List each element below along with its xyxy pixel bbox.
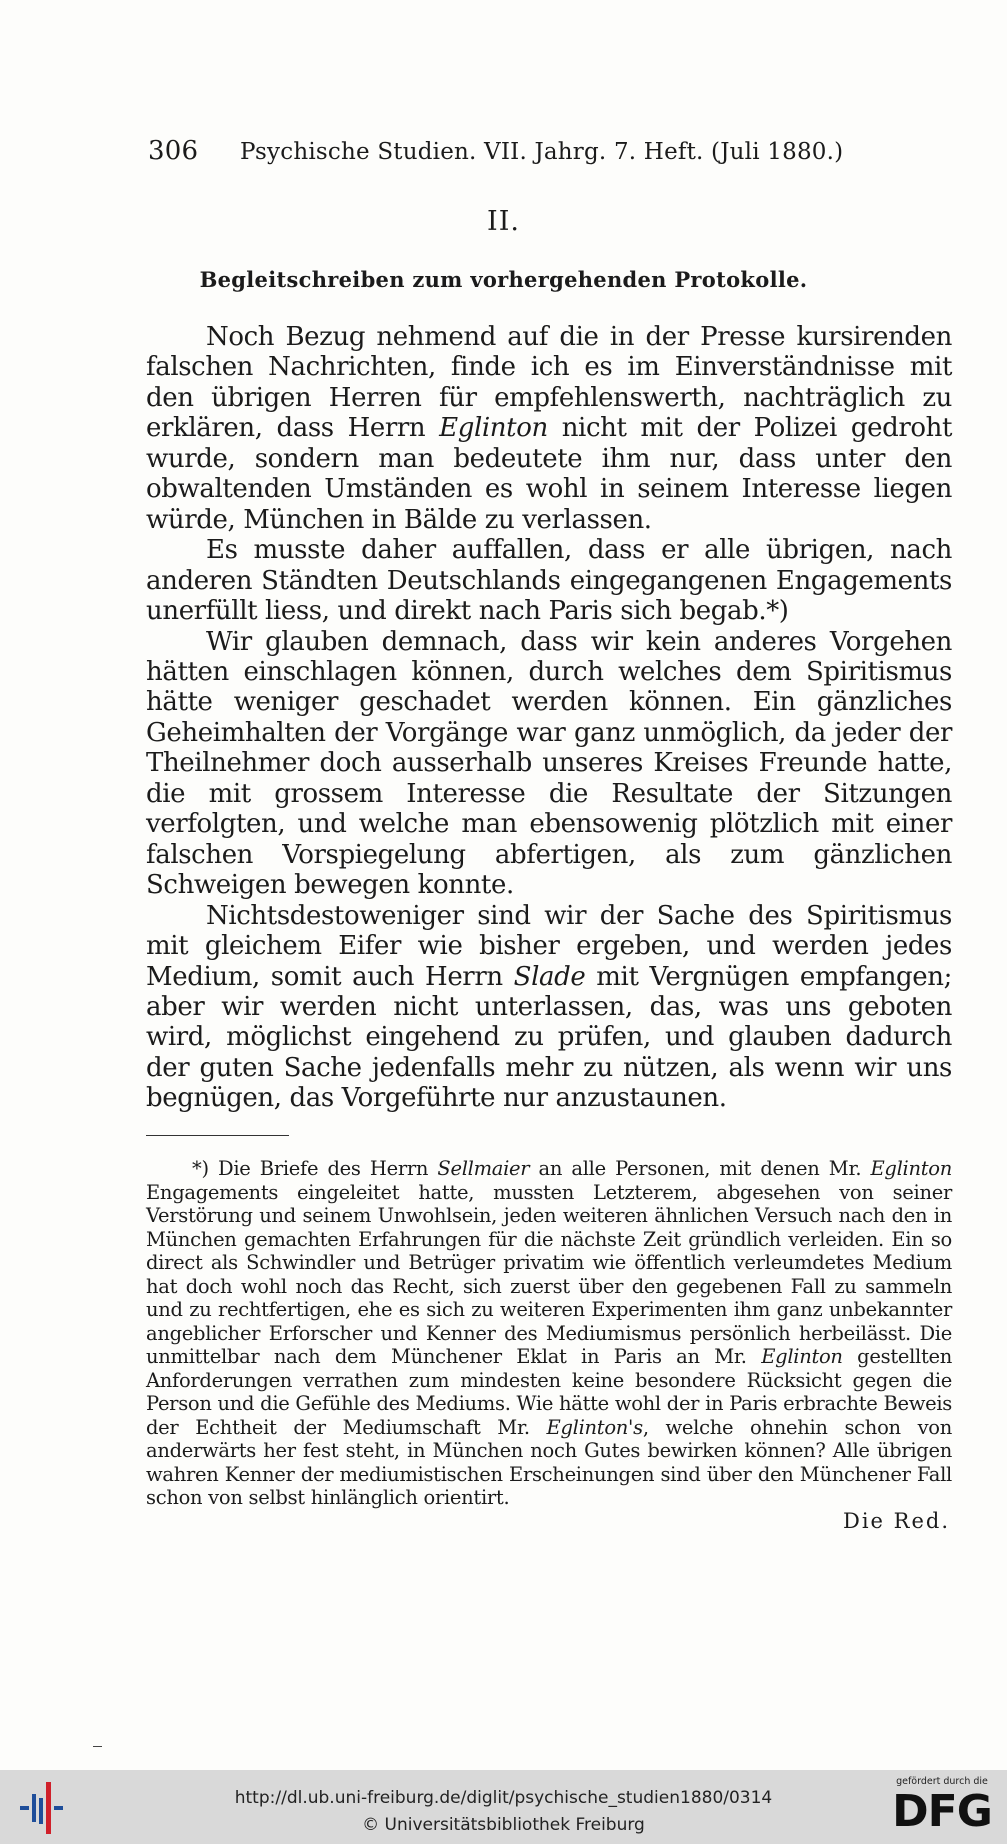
footer-bar (0, 1770, 1007, 1844)
section-title: Begleitschreiben zum vorhergehenden Protokolle. (199, 267, 808, 292)
body-text (146, 322, 952, 1114)
dfg-tagline: gefördert durch die (896, 1776, 988, 1787)
footnote (146, 1157, 952, 1533)
source-url[interactable]: http://dl.ub.uni-freiburg.de/diglit/psychische_studien1880/0314 (234, 1788, 773, 1808)
footnote-text: *) Die Briefe des Herrn Sellmaier an alle Personen, mit denen Mr. Eglinton Engagements eingeleitet hatte, mussten Letzterem, abgesehen von seiner Verstörung und seinem Unwohlsein, jeden weiteren ähnlichen Versuch nach den in München gemachten Erfahrungen für die nächste Zeit gründlich verleiden. Ein so direct als Schwindler und Betrüger privatim wie öffentlich verleumdetes Medium hat doch wohl noch das Recht, sich zuerst über den gegebenen Fall zu sammeln und zu rechtfertigen, ehe es sich zu weiteren Experimenten ihm ganz unbekannter angeblicher Erforscher und Kenner des Mediumismus persönlich herbeilässt. Die unmittelbar nach dem Münchener Eklat in Paris an Mr. Eglinton gestellten Anforderungen verrathen zum mindesten keine besondere Rücksicht gegen die Person und die Gefühle des Mediums. Wie hätte wohl der in Paris erbrachte Beweis der Echtheit der Mediumschaft Mr. Eglinton's, welche ohnehin schon von anderwärts her fest steht, in München noch Gutes bewirken können? Alle übrigen wahren Kenner der mediumistischen Erscheinungen sind über den Münchener Fall schon von selbst hinlänglich orientirt. (146, 1157, 952, 1509)
copyright: © Universitätsbibliothek Freiburg (362, 1815, 645, 1835)
paragraph-1: Noch Bezug nehmend auf die in der Presse kursirenden falschen Nachrichten, finde ich es im Einverständnisse mit den übrigen Herren für empfehlenswerth, nachträglich zu erklären, dass Herrn Eglinton nicht mit der Polizei gedroht wurde, sondern man bedeutete ihm nur, dass unter den obwaltenden Umständen es wohl in seinem Interesse liegen würde, München in Bälde zu verlassen. (146, 322, 952, 535)
editor-signature: Die Red. (842, 1508, 950, 1533)
footnote-divider (146, 1135, 289, 1136)
paragraph-2: Es musste daher auffallen, dass er alle übrigen, nach anderen Ständten Deutschlands eingegangenen Engagements unerfüllt liess, und direkt nach Paris sich begab.*) (146, 535, 952, 627)
paragraph-4: Nichtsdestoweniger sind wir der Sache des Spiritismus mit gleichem Eifer wie bisher ergeben, und werden jedes Medium, somit auch Herrn Slade mit Vergnügen empfangen; aber wir werden nicht unterlassen, das, was uns geboten wird, möglichst eingehend zu prüfen, und glauben dadurch der guten Sache jedenfalls mehr zu nützen, als wenn wir uns begnügen, das Vorgeführte nur anzustaunen. (146, 900, 952, 1114)
paragraph-3: Wir glauben demnach, dass wir kein anderes Vorgehen hätten einschlagen können, durch welches dem Spiritismus hätte weniger geschadet werden können. Ein gänzliches Geheimhalten der Vorgänge war ganz unmöglich, da jeder der Theilnehmer doch ausserhalb unseres Kreises Freunde hatte, die mit grossem Interesse die Resultate der Sitzungen verfolgten, und welche man ebensowenig plötzlich mit einer falschen Vorspiegelung abfertigen, als zum gänzlichen Schweigen bewegen konnte. (146, 626, 952, 901)
name-eglinton: Eglinton (439, 413, 548, 444)
margin-mark (93, 1746, 102, 1747)
running-title: Psychische Studien. VII. Jahrg. 7. Heft. (Juli 1880.) (240, 139, 844, 165)
name-slade: Slade (513, 961, 586, 992)
section-number: II. (487, 206, 520, 237)
page-number: 306 (148, 136, 199, 166)
running-head (148, 136, 888, 166)
dfg-logo (886, 1776, 998, 1840)
dfg-logo-text: DFG (892, 1786, 992, 1837)
